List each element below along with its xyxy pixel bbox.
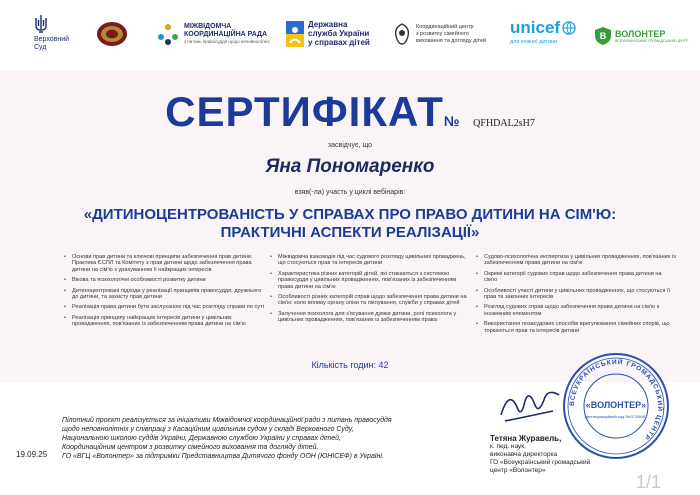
hours-label: Кількість годин:: [311, 360, 377, 370]
topic-item: • Вікова та психологічні особливості розвитку дитини: [72, 277, 264, 283]
recipient-name: Яна Пономаренко: [265, 156, 435, 177]
council-logo: [156, 22, 270, 46]
children-service-line: Державна: [308, 20, 348, 29]
certificate-panel: [0, 70, 700, 382]
course-title-line: «ДИТИНОЦЕНТРОВАНІСТЬ У СПРАВАХ ПРО ПРАВО ДИТИНИ НА СІМ'Ю:: [83, 206, 617, 223]
children-service-line: у справах дітей: [308, 38, 370, 47]
topic-item: • Основи прав дитини та ключові принципи забезпечення прав дитини. Практика ЄСПЛ та Комітету з прав дитини щодо забезпечення права дитини на сім'ю з урахуванням її найкращих інтересів: [72, 254, 264, 273]
signer-title-line: центр «Волонтер»: [490, 467, 546, 474]
project-note-line: ГО «ВГЦ «Волонтер» за підтримки Представництва Дитячого фонду ООН (ЮНІСЕФ) в Україні.: [62, 453, 384, 460]
project-note-line: Національною школою суддів України, Державною службою України у справах дітей,: [62, 435, 341, 442]
council-name-line: КООРДИНАЦІЙНА РАДА: [184, 31, 268, 38]
court-name-line: Суд: [34, 44, 47, 51]
children-service-logo: [286, 20, 370, 47]
participation-text: взяв(-ла) участь у циклі вебінарів:: [294, 189, 406, 196]
topic-item: • Окремі категорії судових справ щодо забезпечення права дитини на сім'ю: [484, 271, 676, 284]
topics-list: [64, 254, 264, 328]
coordination-center-icon: [392, 22, 412, 46]
unicef-wordmark: unicef: [510, 18, 561, 37]
council-subtitle: з питань правосуддя щодо неповнолітніх: [184, 39, 270, 44]
volunteer-name: ВОЛОНТЕР: [615, 28, 666, 39]
seal-code-text: ідентифікаційний код №21708967: [584, 414, 648, 419]
topic-item: • Реалізація права дитини бути заслуханою під час розгляду справи по суті: [72, 304, 264, 310]
topics-column-1: [64, 254, 264, 332]
seal-ring-text-path: ВСЕУКРАЇНСЬКИЙ ГРОМАДСЬКИЙ ЦЕНТР: [568, 358, 664, 442]
course-title-line: ПРАКТИЧНІ АСПЕКТИ РЕАЛІЗАЦІЇ»: [220, 224, 480, 241]
topic-item: • Розгляд судових справ щодо забезпечення права дитини на сім'ю з іноземним елементом: [484, 304, 676, 317]
page-indicator: 1/1: [636, 472, 662, 492]
issue-date: 19.09.25: [16, 450, 48, 459]
seal-center-text: «ВОЛОНТЕР»: [585, 400, 647, 410]
center-name-line: з розвитку сімейного: [416, 30, 469, 37]
topics-list: [476, 254, 676, 334]
coordination-center-logo: [392, 22, 486, 46]
topic-item: • Дитиноцентровані підходи у реалізації принципів правосуддя, дружнього до дитини, та захисту прав дитини: [72, 288, 264, 301]
signature: [495, 385, 565, 430]
children-service-icon: [286, 21, 304, 47]
topic-item: • Судово-психологічна експертиза у цивільних провадженнях, пов'язаних із забезпеченням права дитини на сім'ю: [484, 254, 676, 267]
signer-title-line: ГО «Всеукраїнський громадський: [490, 459, 591, 466]
project-note-line: Пілотний проєкт реалізується за ініціативи Міжвідомчої координаційної ради з питань правосуддя: [62, 417, 392, 424]
volunteer-logo: [594, 26, 688, 46]
topic-item: • Використання позасудових способів врегулювання сімейних спорів, що торкаються прав та інтересів дитини: [484, 321, 676, 334]
signer-title-line: виконавча директорка: [490, 451, 558, 458]
topic-item: • Особливості участі дитини у цивільних провадженнях, що стосуються її прав та законних інтересів: [484, 288, 676, 301]
center-name-line: виховання та догляду дітей: [416, 37, 487, 44]
council-icon: [156, 22, 180, 46]
course-title: [50, 206, 650, 242]
signer-block: [490, 435, 590, 475]
signer-name: Тетяна Журавель,: [490, 434, 562, 443]
topic-item: • Міжвідомча взаємодія під час судового розгляду цивільних проваджень, що стосуються прав та інтересів дитини: [278, 254, 470, 267]
volunteer-shield-icon: [594, 26, 612, 46]
project-note: [62, 416, 452, 461]
topic-item: • Реалізація принципу найкращих інтересів дитини у цивільних провадженнях, пов'язаних із забезпеченням права дитини на сім'ю: [72, 315, 264, 328]
topics-column-2: [270, 254, 470, 328]
project-note-line: Координаційним центром з розвитку сімейного виховання та догляду дітей,: [62, 444, 319, 451]
certificate-title-text: СЕРТИФІКАТ: [165, 88, 444, 135]
unicef-globe-icon: [562, 21, 576, 35]
topic-item: • Залучення психолога для з'ясування думки дитини, ролі психолога у цивільних провадженнях, пов'язаних із забезпеченням права: [278, 311, 470, 324]
council-name-line: МІЖВІДОМЧА: [184, 23, 232, 30]
unicef-logo: [510, 18, 576, 47]
emblem-icon: [96, 20, 128, 48]
topics-column-3: [476, 254, 676, 338]
project-note-line: щодо неповнолітніх у співпраці з Касаційним цивільним судом у складі Верховного Суду,: [62, 426, 354, 433]
unicef-tagline: для кожної дитини: [510, 39, 558, 45]
certificate-number-label: №: [443, 113, 461, 129]
certificate-title: [0, 88, 700, 136]
supreme-court-logo: [34, 14, 69, 52]
certificate-number: QFHDAL2sH7: [473, 118, 535, 129]
topics-list: [270, 254, 470, 324]
partner-logos: [0, 0, 700, 70]
trident-icon: [34, 14, 48, 34]
court-name-line: Верховний: [34, 36, 70, 43]
children-service-line: служба України: [308, 29, 370, 38]
center-name-line: Координаційний центр: [416, 23, 474, 30]
hours-value: 42: [378, 360, 389, 370]
volunteer-subtitle: ВСЕУКРАЇНСЬКИЙ ГРОМАДСЬКИЙ ЦЕНТР: [615, 38, 689, 43]
topic-item: • Характеристика різних категорій дітей, які стикаються з системою правосуддя у цивільних провадженнях, пов'язаних із забезпеченням права дитини на сім'ю: [278, 271, 470, 290]
svg-text:B: B: [599, 31, 607, 41]
signer-title-line: к. пед. наук,: [490, 443, 526, 450]
certifies-text: засвідчує, що: [327, 142, 373, 149]
topic-item: • Особливості різних категорій справ щодо забезпечення права дитини на сім'ю: коло впливу органу опіки та піклування, служби у справах дітей: [278, 294, 470, 307]
national-school-emblem: [96, 20, 128, 48]
